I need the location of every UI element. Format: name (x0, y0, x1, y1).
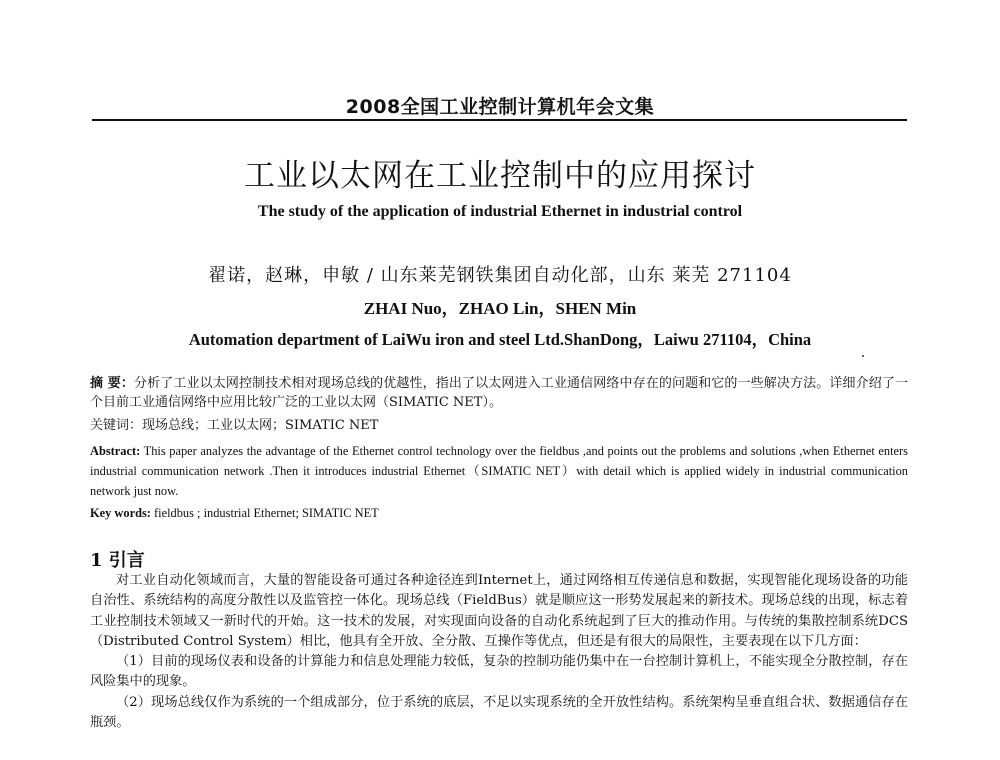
body-paragraph: 对工业自动化领域而言，大量的智能设备可通过各种途径连到Internet上，通过网络相互传递信息和数据，实现智能化现场设备的功能自治性、系统结构的高度分散性以及监管控一体化。现场总线（FieldBus）就是顺应这一形势发展起来的新技术。现场总线的出现，标志着工业控制技术领域又一新时代的开始。这一技术的发展，对实现面向设备的自动化系统起到了巨大的推动作用。与传统的集散控制系统DCS（Distributed Control System）相比，他具有全开放、全分散、互操作等优点，但还是有很大的局限性，主要表现在以下几方面： (90, 573, 908, 649)
abstract-cn-text: 分析了工业以太网控制技术相对现场总线的优越性，指出了以太网进入工业通信网络中存在的问题和它的一些解决方法。详细介绍了一个目前工业通信网络中应用比较广泛的工业以太网（SIMATIC NET）。 (90, 376, 908, 410)
body-paragraph: （1）目前的现场仪表和设备的计算能力和信息处理能力较低，复杂的控制功能仍集中在一台控制计算机上，不能实现全分散控制，存在风险集中的现象。 (90, 654, 908, 690)
affiliation-en: Automation department of LaiWu iron and steel Ltd.ShanDong，Laiwu 271104，China (188, 330, 812, 349)
scan-speck (862, 355, 864, 357)
abstract-en (90, 441, 908, 501)
abstract-cn-label: 摘 要： (90, 376, 135, 391)
section-heading: 1 引言 (90, 550, 145, 571)
abstract-en-label: Abstract: (90, 444, 141, 458)
section-body (90, 571, 908, 733)
body-paragraph: （2）现场总线仅作为系统的一个组成部分，位于系统的底层，不足以实现系统的全开放性结构。系统架构呈垂直组合状、数据通信存在瓶颈。 (90, 694, 908, 731)
keywords-en-text: fieldbus ; industrial Ethernet; SIMATIC NET (154, 506, 379, 520)
paper-title-cn: 工业以太网在工业控制中的应用探讨 (244, 158, 756, 194)
keywords-en-label: Key words: (90, 506, 151, 520)
paper-title-en: The study of the application of industrial Ethernet in industrial control (257, 203, 743, 220)
abstract-en-text: This paper analyzes the advantage of the Ethernet control technology over the fieldbus ,and points out the problems and solutions ,when Ethernet enters industrial communication network .Then it introduces industrial Ethernet（SIMATIC NET）with detail which is applied widely in industrial communication network just now. (90, 444, 909, 498)
keywords-en (90, 504, 908, 523)
abstract-cn (90, 374, 908, 412)
keywords-cn (90, 416, 908, 435)
authors-cn: 翟诺，赵琳，申敏 / 山东莱芜钢铁集团自动化部，山东 莱芜 271104 (208, 265, 792, 286)
header-rule (92, 119, 907, 121)
keywords-cn-label: 关键词： (90, 418, 143, 433)
keywords-cn-text: 现场总线；工业以太网；SIMATIC NET (142, 418, 379, 433)
authors-en: ZHAI Nuo，ZHAO Lin，SHEN Min (363, 299, 637, 318)
proceedings-title: 2008全国工业控制计算机年会文集 (345, 96, 655, 118)
